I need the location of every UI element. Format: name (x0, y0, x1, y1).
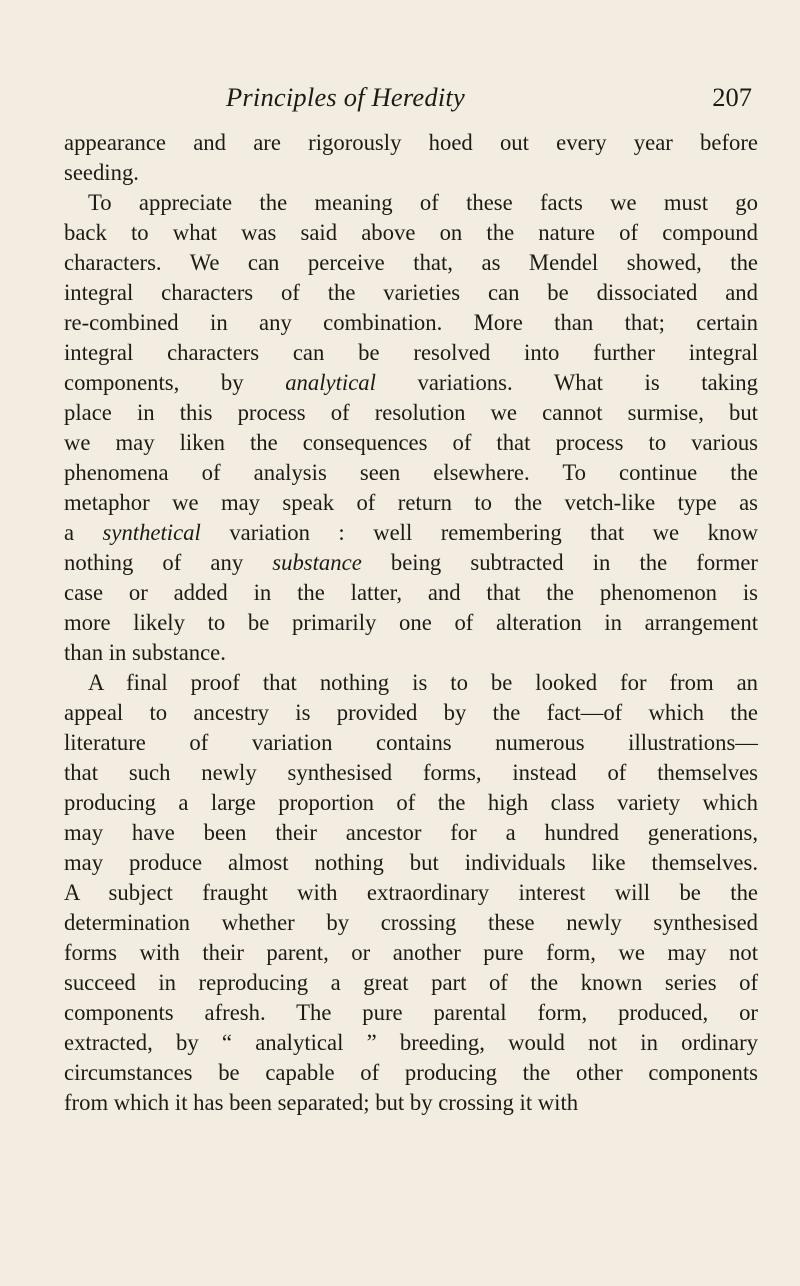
text-line: metaphor we may speak of return to the vetch-like type as (64, 490, 758, 515)
text-segment: nothing of any (64, 550, 273, 575)
text-line: integral characters can be resolved into further integral (64, 340, 758, 365)
text-line: A final proof that nothing is to be looked for from an (88, 670, 758, 695)
text-line: To appreciate the meaning of these facts we must go (88, 190, 758, 215)
text-line: seeding. (64, 160, 139, 185)
running-title: Principles of Heredity (226, 82, 465, 112)
text-line: producing a large proportion of the high class variety which (64, 790, 758, 815)
text-line: from which it has been separated; but by crossing it with (64, 1090, 579, 1115)
text-line: literature of variation contains numerous illustrations— (64, 730, 758, 755)
text-line: characters. We can perceive that, as Mendel showed, the (64, 250, 758, 275)
text-line: case or added in the latter, and that the phenomenon is (64, 580, 758, 605)
text-line: phenomena of analysis seen elsewhere. To continue the (64, 460, 758, 485)
text-line: re-combined in any combination. More than that; certain (64, 310, 758, 335)
italic-term: substance (272, 550, 362, 575)
text-line (64, 548, 758, 578)
text-segment: components, by (64, 370, 286, 395)
text-line: we may liken the consequences of that process to various (64, 430, 758, 455)
text-line: circumstances be capable of producing the other components (64, 1060, 758, 1085)
text-line: that such newly synthesised forms, instead of themselves (64, 760, 758, 785)
text-line: may have been their ancestor for a hundred generations, (64, 820, 758, 845)
text-line: components afresh. The pure parental form, produced, or (64, 1000, 758, 1025)
text-line: more likely to be primarily one of alteration in arrangement (64, 610, 758, 635)
text-line (64, 518, 758, 548)
text-line: than in substance. (64, 640, 226, 665)
text-segment: variations. What is taking (375, 370, 758, 395)
text-line: integral characters of the varieties can be dissociated and (64, 280, 758, 305)
text-line (64, 368, 758, 398)
italic-term: analytical (285, 370, 376, 395)
text-line: determination whether by crossing these newly synthesised (64, 910, 758, 935)
text-line: may produce almost nothing but individuals like themselves. (64, 850, 758, 875)
text-line: A subject fraught with extraordinary interest will be the (64, 880, 758, 905)
text-line: back to what was said above on the nature of compound (64, 220, 758, 245)
text-line: forms with their parent, or another pure form, we may not (64, 940, 758, 965)
book-page (64, 82, 758, 1118)
text-segment: a (64, 520, 103, 545)
text-line: appeal to ancestry is provided by the fact—of which the (64, 700, 758, 725)
text-line: succeed in reproducing a great part of the known series of (64, 970, 758, 995)
text-segment: being subtracted in the former (361, 550, 758, 575)
body-text (64, 128, 758, 1118)
text-line: appearance and are rigorously hoed out every year before (64, 130, 758, 155)
text-line: extracted, by “ analytical ” breeding, would not in ordinary (64, 1030, 758, 1055)
running-head (64, 82, 758, 122)
page-number: 207 (712, 82, 752, 112)
text-line: place in this process of resolution we cannot surmise, but (64, 400, 758, 425)
italic-term: synthetical (102, 520, 201, 545)
text-segment: variation : well remembering that we know (200, 520, 758, 545)
